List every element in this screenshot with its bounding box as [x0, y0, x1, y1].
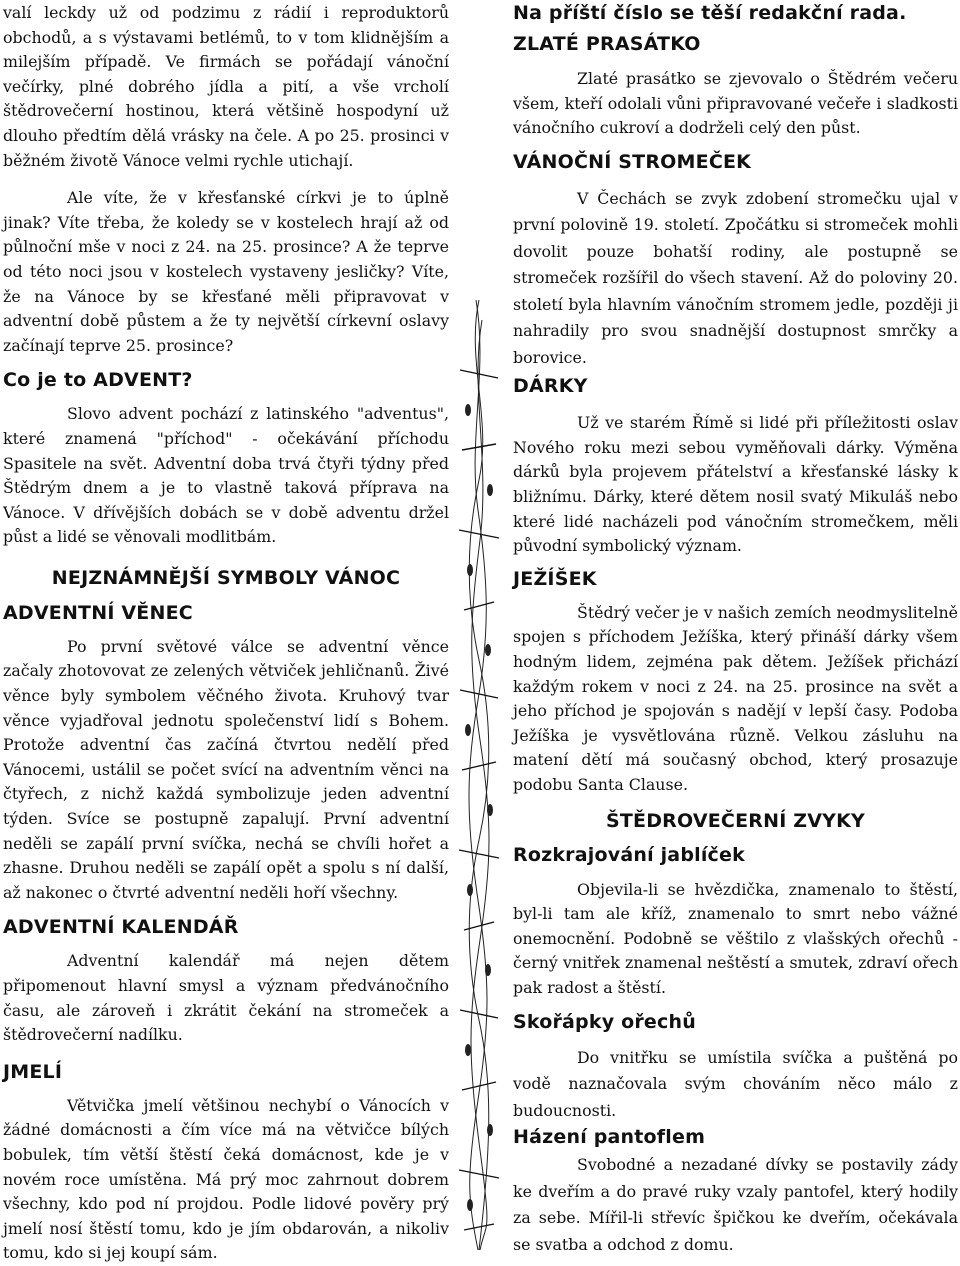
piggy-text: Zlaté prasátko se zjevovalo o Štědrém večeru všem, kteří odolali vůni připravované večeře i sladkosti vánočního cukroví a dodrželi celý den půst.	[513, 69, 958, 138]
apple-text: Objevila-li se hvězdička, znamenalo to štěstí, byl-li tam ale kříž, znamenalo to smrt nebo vážné onemocnění. Podobně se věštilo z vlašských ořechů - černý vnitřek znamenal neštěstí a smutek, zdraví ořech pak radost a štěstí.	[513, 879, 958, 997]
advent-heading: Co je to ADVENT?	[3, 369, 193, 392]
left-column	[3, 0, 449, 1266]
symbols-heading: NEJZNÁMNĚJŠÍ SYMBOLY VÁNOC	[51, 566, 401, 589]
shells-text: Do vnitřku se umístila svíčka a puštěná po vodě naznačovala svým chováním něco málo z budoucnosti.	[513, 1047, 958, 1120]
tree-text: V Čechách se zvyk zdobení stromečku ujal v první polovině 19. století. Zpočátku si stromeček mohli dovolit pouze bohatší rodiny, ale postupně se stromeček rozšířil do všech stavení. Až do poloviny 20. století byla hlavním vánočním stromem jedle, později ji nahradily pro svou snadnější dostupnost smrčky a borovice.	[513, 188, 958, 367]
editorial-note-heading: Na příští číslo se těší redakční rada.	[513, 2, 907, 24]
intro-paragraph-1: valí leckdy už od podzimu z rádií i reproduktorů obchodů, a s výstavami betlémů, to v tom klidnějším a milejším případě. Ve firmách se pořádají vánoční večírky, plné dobrého jídla a pití, a vše vrcholí štědrovečerní hostinou, která většině hospodyní už dlouho předtím dělá vrásky na čele. A po 25. prosinci v běžném životě Vánoce velmi rychle utichají.	[3, 3, 449, 170]
jesus-heading: JEŽÍŠEK	[513, 567, 597, 590]
wreath-text: Po první světové válce se adventní věnce začaly zhotovovat ze zelených větviček jehličnanů. Živé věnce byly symbolem věčného života. Kruhový tvar věnce vyjadřoval jednotu společenství lidí s Bohem. Protože adventní čas začíná čtvrtou nedělí před Vánocemi, ustálil se počet svící na adventním věnci na čtyřech, z nichž každá symbolizuje jeden adventní týden. Svíce se postupně zapalují. První adventní neděli se zapálí první svíčka, nechá se chvíli hořet a zhasne. Druhou neděli se zapálí opět a spolu s ní další, až nakonec o čtvrté adventní neděli hoří všechny.	[3, 636, 449, 902]
gifts-text: Už ve starém Římě si lidé při příležitosti oslav Nového roku mezi sebou vyměňovali dárky. Výměna dárků byla projevem přátelství a křesťanské lásky k bližnímu. Dárky, které dětem nosil svatý Mikuláš nebo které lidé nacházeli pod vánočním stromečkem, měli původní symbolický význam.	[513, 413, 958, 556]
tree-heading: VÁNOČNÍ STROMEČEK	[513, 150, 752, 173]
shells-heading: Skořápky ořechů	[513, 1010, 696, 1033]
piggy-heading: ZLATÉ PRASÁTKO	[513, 33, 701, 55]
right-column	[513, 0, 958, 1258]
advent-text: Slovo advent pochází z latinského "adventus", které znamená "příchod" - očekávání příchodu Spasitele na svět. Adventní doba trvá čtyři týdny před Štědrým dnem a je to vlastně taková příprava na Vánoce. V dřívějších dobách se v době adventu držel půst a lidé se věnovali modlitbám.	[3, 404, 449, 547]
intro-paragraph-2: Ale víte, že v křesťanské církvi je to úplně jinak? Víte třeba, že koledy se v kostelech hrají až od půlnoční mše v noci z 24. na 25. prosince? A že teprve od této noci jsou v kostelech vystaveny jesličky? Víte, že na Vánoce by se křesťané měli připravovat v adventní době půstem a že ty největší církevní oslavy začínají teprve 25. prosince?	[3, 188, 449, 355]
calendar-text: Adventní kalendář má nejen dětem připomenout hlavní smysl a význam předvánočního času, ale zároveň i zkrátit čekání na stromeček a štědrovečerní nadílku.	[3, 951, 449, 1045]
wreath-heading: ADVENTNÍ VĚNEC	[3, 601, 193, 624]
customs-heading: ŠTĚDROVEČERNÍ ZVYKY	[605, 809, 865, 832]
apple-heading: Rozkrajování jablíček	[513, 843, 745, 866]
mistletoe-text: Větvička jmelí většinou nechybí o Vánocích v žádné domácnosti a čím více má na větvičce bílých bobulek, tím větší štěstí čeká domácnost, kde je v novém roce umístěna. Má prý moc zahrnout dobrem všechny, kdo pod ní projdou. Podle lidové pověry prý jmelí nosí štěstí tomu, kdo je jím obdarován, a nikoliv tomu, kdo si jej koupí sám.	[3, 1095, 449, 1263]
jesus-text: Štědrý večer je v našich zemích neodmyslitelně spojen s příchodem Ježíška, který přináší dárky všem hodným lidem, zejména pak dětem. Ježíšek přichází každým rokem v noci z 24. na 25. prosince na svět a jeho příchod je spojován s nadějí v lepší časy. Podoba Ježíška je vysvětlována různě. Velkou zásluhu na matení dětí má současný obchod, který prosazuje podobu Santa Clause.	[513, 602, 958, 794]
gifts-heading: DÁRKY	[513, 375, 588, 398]
slipper-heading: Házení pantoflem	[513, 1126, 706, 1149]
mistletoe-heading: JMELÍ	[3, 1060, 63, 1083]
ornamental-divider	[456, 300, 502, 1250]
slipper-text: Svobodné a nezadané dívky se postavily zády ke dveřím a do pravé ruky vzaly pantofel, který hodily za sebe. Mířil-li střevíc špičkou ke dveřím, očekávala se svatba a odchod z domu.	[513, 1155, 958, 1254]
calendar-heading: ADVENTNÍ KALENDÁŘ	[3, 916, 239, 939]
